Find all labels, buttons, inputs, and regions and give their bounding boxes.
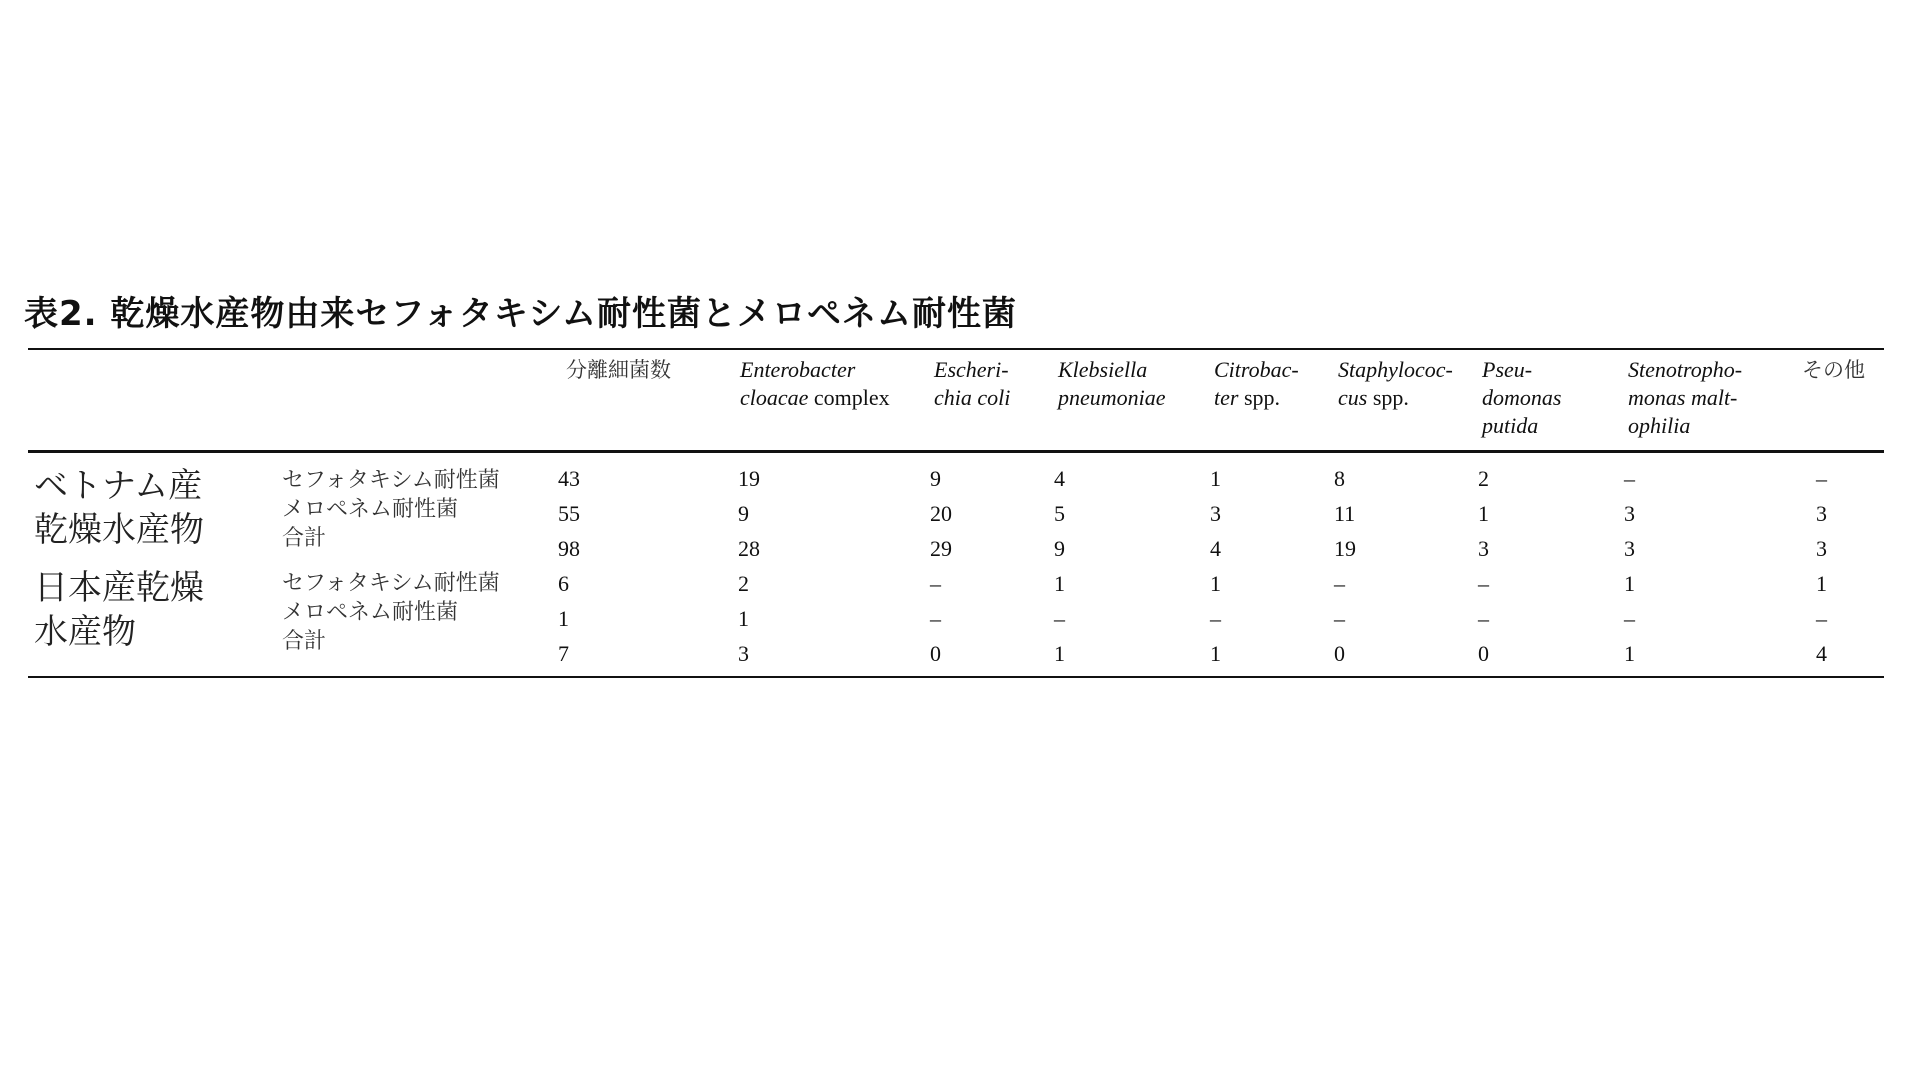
group-japan-name-line2: 水産物: [34, 612, 136, 652]
row-label-total: 合計: [282, 629, 327, 654]
table-title: 表2. 乾燥水産物由来セフォタキシム耐性菌とメロペネム耐性菌: [24, 294, 1018, 334]
header-pseudomonas: [1482, 356, 1561, 440]
table-cell: 3: [1624, 501, 1635, 526]
table-cell: 9: [738, 501, 749, 526]
table-cell: 3: [1624, 536, 1635, 561]
row-label-meropenem: メロペネム耐性菌: [282, 497, 459, 522]
table-cell: 29: [930, 536, 952, 561]
row-label-cefotaxime: セフォタキシム耐性菌: [282, 468, 500, 493]
row-label-meropenem: メロペネム耐性菌: [282, 600, 459, 625]
table-cell: –: [1334, 571, 1345, 596]
header-staphylococcus-line1: Staphylococ-: [1338, 357, 1453, 382]
table-cell: 1: [1210, 466, 1221, 491]
table-cell: 6: [558, 571, 569, 596]
table-cell: 4: [1054, 466, 1065, 491]
table-cell: 20: [930, 501, 952, 526]
table-cell: 3: [738, 641, 749, 666]
header-pseudomonas-line3: putida: [1482, 413, 1539, 438]
row-label-cefotaxime: セフォタキシム耐性菌: [282, 571, 500, 596]
table-cell: 4: [1210, 536, 1221, 561]
table-cell: –: [1816, 466, 1827, 491]
table-cell: 1: [1054, 571, 1065, 596]
table-cell: 1: [1816, 571, 1827, 596]
group-japan-name-line1: 日本産乾燥: [34, 568, 204, 608]
group-vietnam-labels: [282, 466, 500, 553]
group-vietnam-name: [34, 464, 204, 552]
table-cell: 0: [1334, 641, 1345, 666]
table-cell: –: [1624, 606, 1635, 631]
table-cell: –: [1624, 466, 1635, 491]
header-pseudomonas-line1: Pseu-: [1482, 357, 1533, 382]
table-cell: 7: [558, 641, 569, 666]
header-stenotrophomonas: [1628, 356, 1742, 440]
table-cell: 1: [1624, 571, 1635, 596]
table-cell: 9: [1054, 536, 1065, 561]
table-cell: 1: [1478, 501, 1489, 526]
header-klebsiella-line1: Klebsiella: [1058, 357, 1148, 382]
header-ecoli: [934, 356, 1010, 412]
header-citrobacter: [1214, 356, 1299, 412]
table-cell: 8: [1334, 466, 1345, 491]
table-cell: 3: [1210, 501, 1221, 526]
table-header-rule: [28, 450, 1884, 453]
header-enterobacter: [740, 356, 890, 412]
table-cell: 9: [930, 466, 941, 491]
row-label-total: 合計: [282, 526, 327, 551]
table-cell: 5: [1054, 501, 1065, 526]
table-cell: 28: [738, 536, 760, 561]
header-stenotrophomonas-line3: ophilia: [1628, 413, 1691, 438]
header-ecoli-line1: Escheri-: [934, 357, 1009, 382]
header-klebsiella-line2: pneumoniae: [1058, 385, 1166, 410]
table-cell: 55: [558, 501, 580, 526]
group-vietnam-name-line1: ベトナム産: [34, 466, 203, 506]
table-cell: –: [1816, 606, 1827, 631]
table-cell: –: [1478, 606, 1489, 631]
table-cell: 1: [558, 606, 569, 631]
table-cell: 4: [1816, 641, 1827, 666]
table-cell: 2: [738, 571, 749, 596]
header-isolates: 分離細菌数: [566, 358, 671, 382]
table-cell: –: [1210, 606, 1221, 631]
table-top-rule: [28, 348, 1884, 350]
table-cell: –: [930, 606, 941, 631]
table-cell: 19: [1334, 536, 1356, 561]
table-cell: 43: [558, 466, 580, 491]
table-cell: –: [1478, 571, 1489, 596]
header-citrobacter-line2-plain: spp.: [1238, 385, 1281, 410]
header-pseudomonas-line2: domonas: [1482, 385, 1562, 410]
table-cell: –: [930, 571, 941, 596]
header-stenotrophomonas-line1: Stenotropho-: [1628, 357, 1743, 382]
table-cell: 3: [1816, 501, 1827, 526]
group-japan-name: [34, 566, 204, 654]
table-cell: 19: [738, 466, 760, 491]
table-cell: 0: [1478, 641, 1489, 666]
group-vietnam-name-line2: 乾燥水産物: [34, 510, 204, 550]
header-enterobacter-line1: Enterobacter: [740, 357, 856, 382]
header-citrobacter-line2-italic: ter: [1214, 385, 1239, 410]
table-cell: 1: [1210, 571, 1221, 596]
table-cell: 1: [738, 606, 749, 631]
header-stenotrophomonas-line2: monas malt-: [1628, 385, 1738, 410]
table-cell: –: [1334, 606, 1345, 631]
table-cell: 1: [1624, 641, 1635, 666]
header-ecoli-line2: chia coli: [934, 385, 1011, 410]
header-citrobacter-line1: Citrobac-: [1214, 357, 1299, 382]
table-cell: 3: [1478, 536, 1489, 561]
table-cell: 98: [558, 536, 580, 561]
header-klebsiella: [1058, 356, 1166, 412]
table-bottom-rule: [28, 676, 1884, 678]
header-staphylococcus: [1338, 356, 1453, 412]
header-enterobacter-line2-italic: cloacae: [740, 385, 809, 410]
header-enterobacter-line2-plain: complex: [808, 385, 890, 410]
table-cell: 0: [930, 641, 941, 666]
header-staphylococcus-line2-plain: spp.: [1367, 385, 1409, 410]
table-cell: 1: [1054, 641, 1065, 666]
table-cell: 2: [1478, 466, 1489, 491]
table-cell: 11: [1334, 501, 1356, 526]
table-cell: –: [1054, 606, 1065, 631]
header-staphylococcus-line2-italic: cus: [1338, 385, 1368, 410]
group-japan-labels: [282, 569, 500, 656]
table-cell: 1: [1210, 641, 1221, 666]
table-cell: 3: [1816, 536, 1827, 561]
header-other: その他: [1802, 358, 1865, 382]
